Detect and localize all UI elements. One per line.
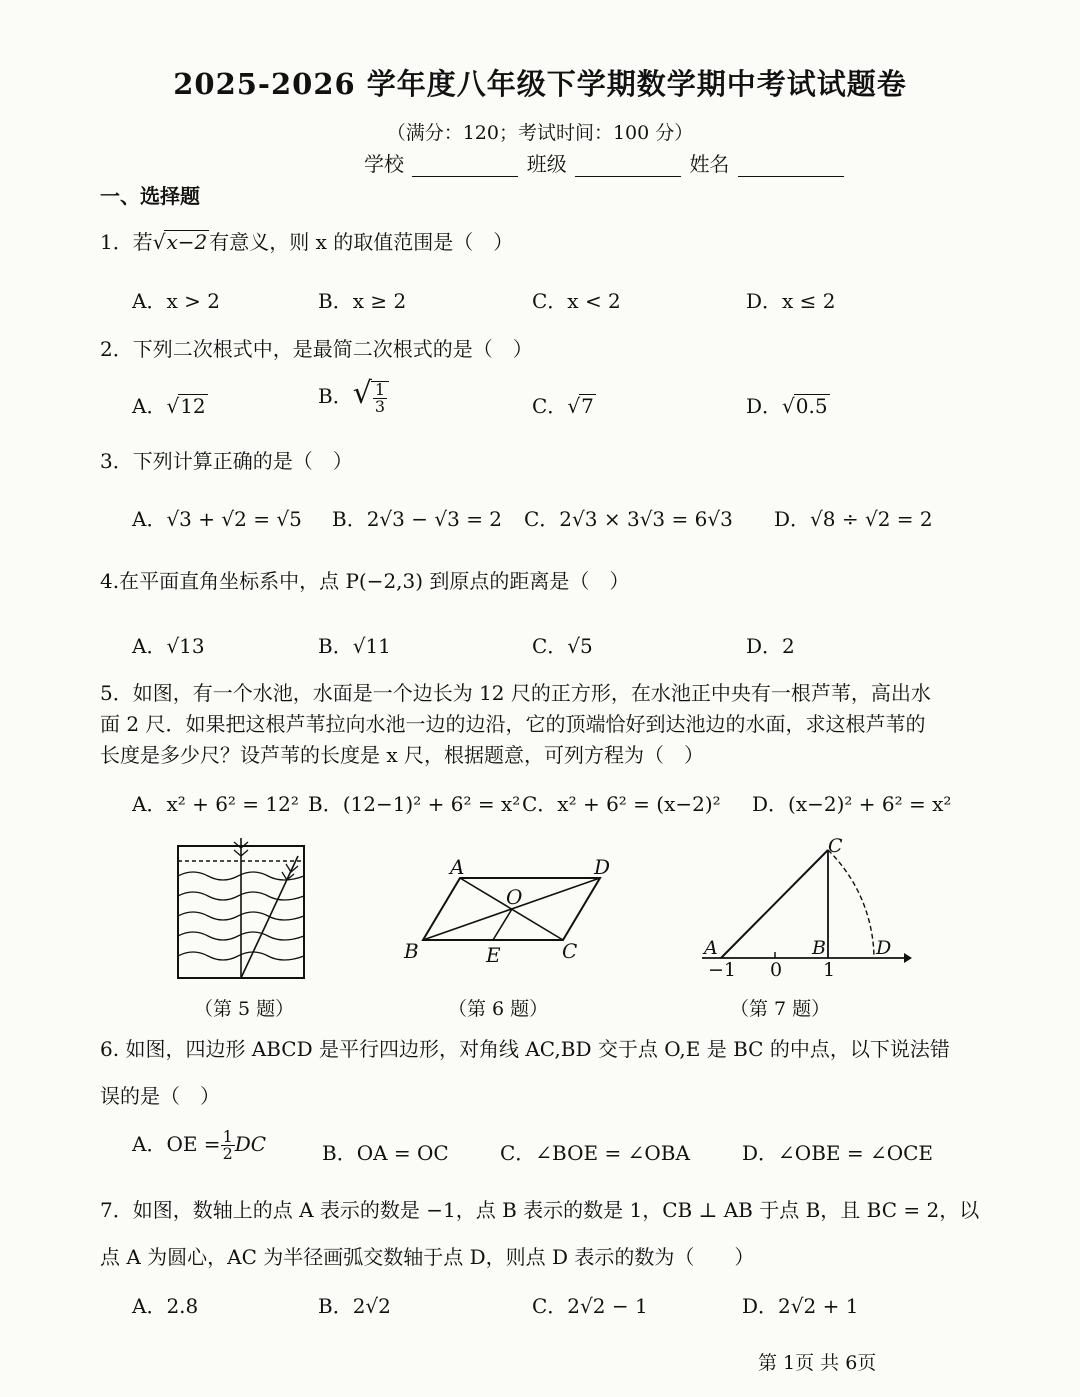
q6-option-d: D．∠OBE = ∠OCE (742, 1141, 934, 1165)
fig6-label-e: E (486, 943, 501, 967)
q2-option-d: D．√0.5 (746, 394, 828, 418)
fig7-tick-1: 1 (823, 959, 836, 981)
q5-option-d: D．(x−2)² + 6² = x² (752, 792, 952, 816)
question-5-line1: 5．如图，有一个水池，水面是一个边长为 12 尺的正方形，在水池正中央有一根芦苇，高出水 (100, 681, 931, 705)
q3-option-d: D．√8 ÷ √2 = 2 (774, 507, 933, 531)
fig7-label-a: A (704, 937, 718, 959)
fig6-label-d: D (594, 855, 611, 879)
figure-7-caption: （第 7 题） (730, 998, 831, 1020)
figure-5-pond (170, 838, 315, 983)
fig7-tick-0: 0 (770, 959, 783, 981)
fig7-label-d: D (876, 937, 892, 959)
q2-option-b: B．√ $\frac{1}{3}$ (318, 376, 389, 415)
class-blank[interactable] (575, 156, 681, 177)
figure-5-caption: （第 5 题） (194, 998, 295, 1020)
question-4: 4.在平面直角坐标系中，点 P(−2,3) 到原点的距离是（ ） (100, 569, 630, 593)
fig7-tick-minus1: −1 (708, 959, 737, 981)
q3-option-b: B．2√3 − √3 = 2 (332, 507, 503, 531)
fig6-label-a: A (450, 855, 465, 879)
figure-6-parallelogram (398, 850, 618, 970)
q5-option-c: C．x² + 6² = (x−2)² (522, 792, 721, 816)
question-5-line3: 长度是多少尺？设芦苇的长度是 x 尺，根据题意，可列方程为（ ） (100, 743, 704, 767)
name-label: 姓名 (689, 152, 730, 176)
question-2: 2．下列二次根式中，是最简二次根式的是（ ） (100, 337, 533, 361)
q4-option-b: B．√11 (318, 634, 391, 658)
question-3: 3．下列计算正确的是（ ） (100, 449, 353, 473)
q7-option-a: A．2.8 (132, 1294, 199, 1318)
q7-option-c: C．2√2 − 1 (532, 1294, 648, 1318)
q2-option-c: C．√7 (532, 394, 594, 418)
fig6-label-c: C (562, 939, 578, 963)
fig6-label-o: O (506, 885, 523, 909)
q5-option-b: B．(12−1)² + 6² = x² (308, 792, 521, 816)
q1-radicand: x−2 (166, 230, 208, 254)
q6-option-a: A．OE = $\frac{1}{2}$ DC (132, 1127, 267, 1163)
q4-option-d: D．2 (746, 634, 795, 658)
q1-option-c: C．x < 2 (532, 289, 621, 313)
q7-option-b: B．2√2 (318, 1294, 391, 1318)
q5-option-a: A．x² + 6² = 12² (132, 792, 299, 816)
question-7-line1: 7．如图，数轴上的点 A 表示的数是 −1，点 B 表示的数是 1，CB ⊥ AB 于点 B，且 BC = 2，以 (100, 1198, 980, 1222)
q4-option-c: C．√5 (532, 634, 593, 658)
question-6-line2: 误的是（ ） (100, 1084, 220, 1108)
question-7-line2: 点 A 为圆心，AC 为半径画弧交数轴于点 D，则点 D 表示的数为（ ） (100, 1245, 755, 1269)
exam-subtitle: （满分：120；考试时间：100 分） (386, 122, 694, 144)
q2-option-a: A．√12 (132, 394, 206, 418)
figure-7-numberline (698, 832, 914, 984)
q7-option-d: D．2√2 + 1 (742, 1294, 859, 1318)
figure-6-caption: （第 6 题） (448, 998, 549, 1020)
class-label: 班级 (526, 152, 567, 176)
q1-prefix: 1．若 (100, 230, 153, 254)
q1-option-d: D．x ≤ 2 (746, 289, 836, 313)
school-label: 学校 (364, 152, 404, 176)
exam-title: 2025-2026 学年度八年级下学期数学期中考试试题卷 (173, 67, 907, 101)
q1-option-a: A．x > 2 (132, 289, 220, 313)
section-title: 一、选择题 (100, 184, 200, 208)
question-1: 1．若√x−2 有意义，则 x 的取值范围是（ ） (100, 230, 514, 254)
q6-option-b: B．OA = OC (322, 1141, 449, 1165)
name-blank[interactable] (738, 156, 844, 177)
q4-option-a: A．√13 (132, 634, 205, 658)
q1-option-b: B．x ≥ 2 (318, 289, 407, 313)
student-info-row (364, 148, 846, 177)
page-number: 第 1页 共 6页 (758, 1352, 877, 1374)
fig6-label-b: B (404, 939, 419, 963)
q1-suffix: 有意义，则 x 的取值范围是（ ） (209, 230, 514, 254)
question-6-line1: 6. 如图，四边形 ABCD 是平行四边形，对角线 AC,BD 交于点 O,E 是 BC 的中点，以下说法错 (100, 1037, 950, 1061)
question-5-line2: 面 2 尺．如果把这根芦苇拉向水池一边的边沿，它的顶端恰好到达池边的水面，求这根芦苇的 (100, 712, 926, 736)
school-blank[interactable] (412, 156, 518, 177)
q3-option-c: C．2√3 × 3√3 = 6√3 (524, 507, 733, 531)
q6-option-c: C．∠BOE = ∠OBA (500, 1141, 690, 1165)
fig7-label-c: C (828, 835, 843, 857)
fig7-label-b: B (812, 937, 826, 959)
q3-option-a: A．√3 + √2 = √5 (132, 507, 302, 531)
